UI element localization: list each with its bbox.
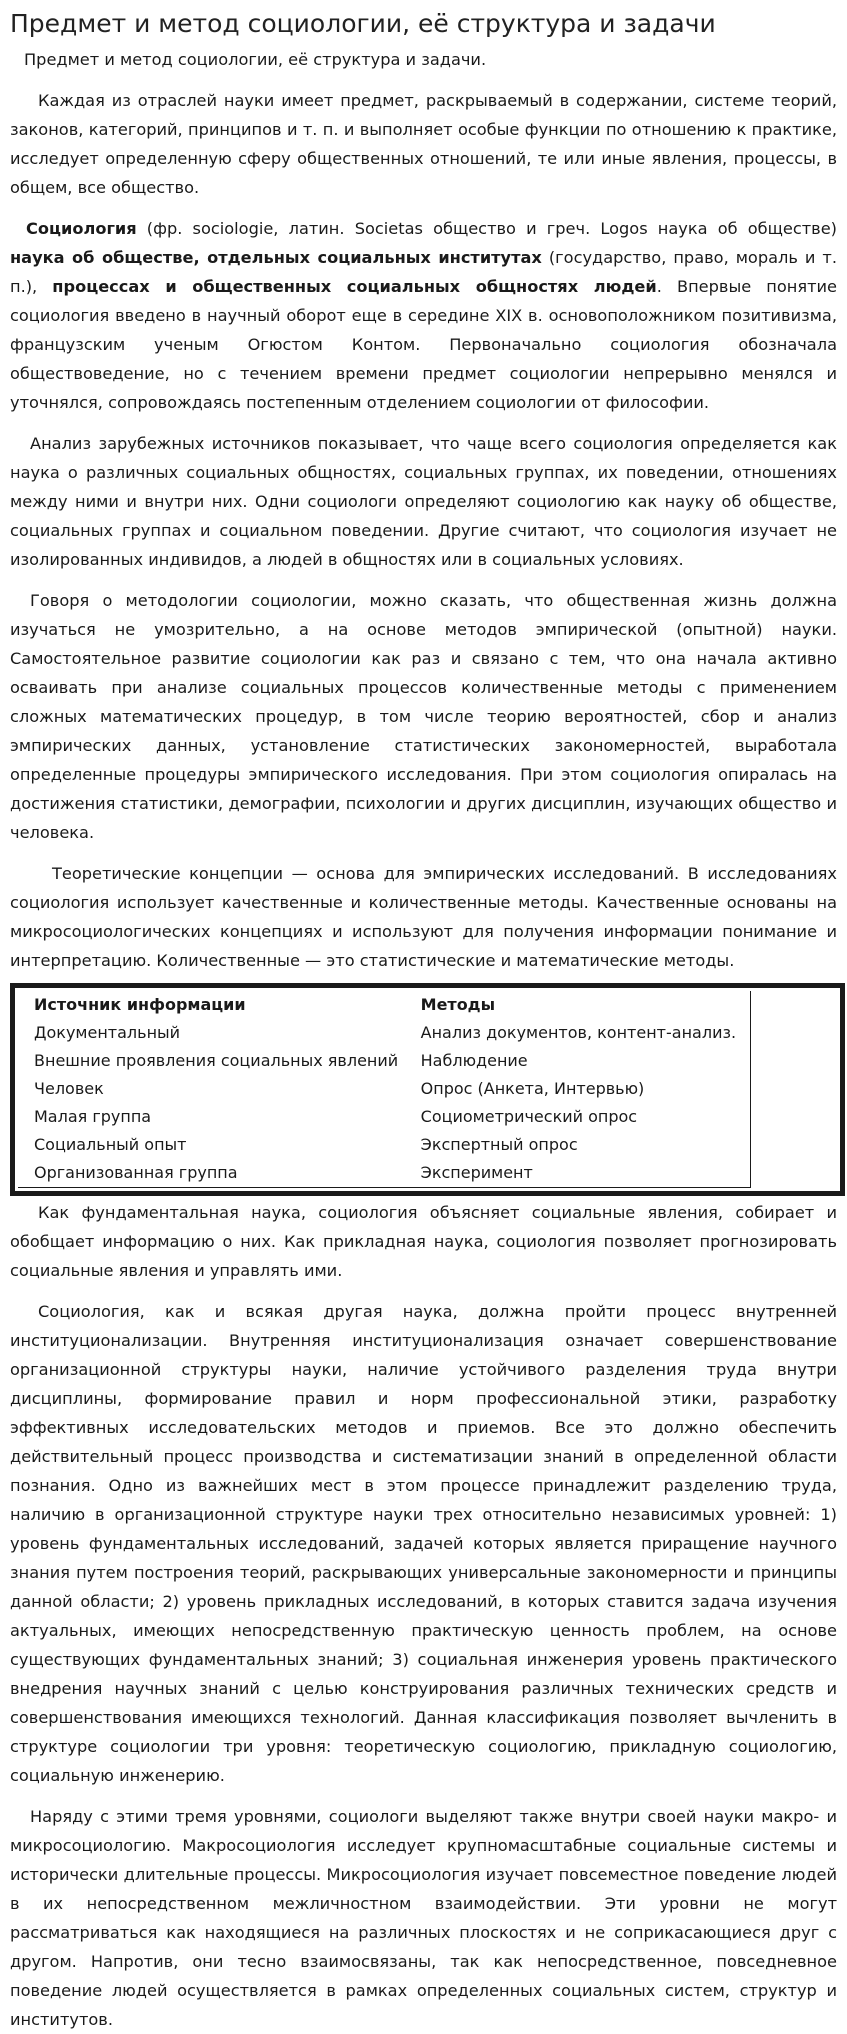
table-cell-method: Наблюдение (420, 1051, 528, 1070)
table-cell-source: Организованная группа (34, 1163, 238, 1182)
definition-etymology: (фр. sociologie, латин. Societas общество и греч. Logos наука об обществе) (136, 219, 837, 238)
definition-bold-1: наука об обществе, отдельных социальных институтах (10, 248, 542, 267)
table-header-row (18, 991, 751, 1019)
methods-table (18, 991, 751, 1188)
paragraph-fundamental-applied: Как фундаментальная наука, социология объясняет социальные явления, собирает и обобщает информацию о них. Как прикладная наука, социология позволяет прогнозировать социальные явления и управлять ими. (10, 1203, 837, 1280)
paragraph-theory: Теоретические концепции — основа для эмпирических исследований. В исследованиях социология использует качественные и количественные методы. Качественные основаны на микросоциологических концепциях и используют для получения информации понимание и интерпретацию. Количественные — это статистические и математические методы. (10, 864, 837, 970)
table-row (18, 1159, 751, 1188)
table-cell-source: Малая группа (34, 1107, 152, 1126)
definition-part-3: . Впервые понятие социология введено в научный оборот еще в середине XIX в. основоположником позитивизма, французским ученым Огюстом Контом. Первоначально социология обозначала обществоведение, но с течением времени предмет социологии непрерывно менялся и уточнялся, сопровождаясь постепенным отделением социологии от философии. (10, 277, 838, 412)
table-cell-source: Социальный опыт (34, 1135, 187, 1154)
paragraph-definition (10, 214, 837, 417)
methods-table-frame (10, 983, 845, 1196)
table-cell-source: Внешние проявления социальных явлений (34, 1051, 399, 1070)
table-cell-method: Анализ документов, контент-анализ. (420, 1023, 737, 1042)
table-header-source: Источник информации (34, 995, 246, 1014)
table-header-methods: Методы (420, 995, 496, 1014)
table-cell-method: Опрос (Анкета, Интервью) (420, 1079, 645, 1098)
table-cell-method: Социометрический опрос (420, 1107, 638, 1126)
paragraph-subject: Каждая из отраслей науки имеет предмет, раскрываемый в содержании, системе теорий, законов, категорий, принципов и т. п. и выполняет особые функции по отношению к практике, исследует определенную сферу общественных отношений, те или иные явления, процессы, в общем, все общество. (10, 91, 837, 197)
table-cell-method: Экспертный опрос (420, 1135, 578, 1154)
page-title: Предмет и метод социологии, её структура и задачи (10, 9, 716, 38)
table-row (18, 1019, 751, 1047)
table-cell-method: Эксперимент (420, 1163, 533, 1182)
table-row (18, 1131, 751, 1159)
table-cell-source: Документальный (34, 1023, 181, 1042)
article-subtitle (10, 46, 837, 74)
definition-bold-2: процессах и общественных социальных общностях людей (52, 277, 657, 296)
table-row (18, 1075, 751, 1103)
paragraph-macro-micro: Наряду с этими тремя уровнями, социологи выделяют также внутри своей науки макро- и микросоциологию. Макросоциология исследует крупномасштабные социальные системы и исторически длительные процессы. Микросоциология изучает повсеместное поведение людей в их непосредственном межличностном взаимодействии. Эти уровни не могут рассматриваться как находящиеся на различных плоскостях и не соприкасающиеся друг с другом. Напротив, они тесно взаимосвязаны, так как непосредственное, повседневное поведение людей осуществляется в рамках определенных социальных систем, структур и институтов. (10, 1807, 837, 2029)
paragraph-foreign-sources: Анализ зарубежных источников показывает, что чаще всего социология определяется как наука о различных социальных общностях, социальных группах, их поведении, отношениях между ними и внутри них. Одни социологи определяют социологию как науку об обществе, социальных группах и социальном поведении. Другие считают, что социология изучает не изолированных индивидов, а людей в общностях или в социальных условиях. (10, 434, 837, 569)
subtitle-text: Предмет и метод социологии, её структура и задачи. (24, 50, 487, 69)
paragraph-institutionalization: Социология, как и всякая другая наука, должна пройти процесс внутренней институционализации. Внутренняя институционализация означает совершенствование организационной структуры науки, наличие устойчивого разделения труда внутри дисциплины, формирование правил и норм профессиональной этики, разработку эффективных исследовательских методов и приемов. Все это должно обеспечить действительный процесс производства и систематизации знаний в определенной области познания. Одно из важнейших мест в этом процессе принадлежит разделению труда, наличию в организационной структуре науки трех относительно независимых уровней: 1) уровень фундаментальных исследований, задачей которых является приращение научного знания путем построения теорий, раскрывающих универсальные закономерности и принципы данной области; 2) уровень прикладных исследований, в которых ставится задача изучения актуальных, имеющих непосредственную практическую ценность проблем, на основе существующих фундаментальных знаний; 3) социальная инженерия уровень практического внедрения научных знаний с целью конструирования различных технических средств и совершенствования имеющихся технологий. Данная классификация позволяет вычленить в структуре социологии три уровня: теоретическую социологию, прикладную социологию, социальную инженерию. (10, 1302, 837, 1785)
table-row (18, 1047, 751, 1075)
table-cell-source: Человек (34, 1079, 104, 1098)
paragraph-methodology: Говоря о методологии социологии, можно сказать, что общественная жизнь должна изучаться не умозрительно, а на основе методов эмпирической (опытной) науки. Самостоятельное развитие социологии как раз и связано с тем, что она начала активно осваивать при анализе социальных процессов количественные методы с применением сложных математических процедур, в том числе теорию вероятностей, сбор и анализ эмпирических данных, установление статистических закономерностей, выработала определенные процедуры эмпирического исследования. При этом социология опиралась на достижения статистики, демографии, психологии и других дисциплин, изучающих общество и человека. (10, 591, 837, 842)
term-sociology: Социология (26, 219, 137, 238)
table-row (18, 1103, 751, 1131)
definition-part-2: (государство, право, мораль и т. п.), (10, 248, 837, 296)
